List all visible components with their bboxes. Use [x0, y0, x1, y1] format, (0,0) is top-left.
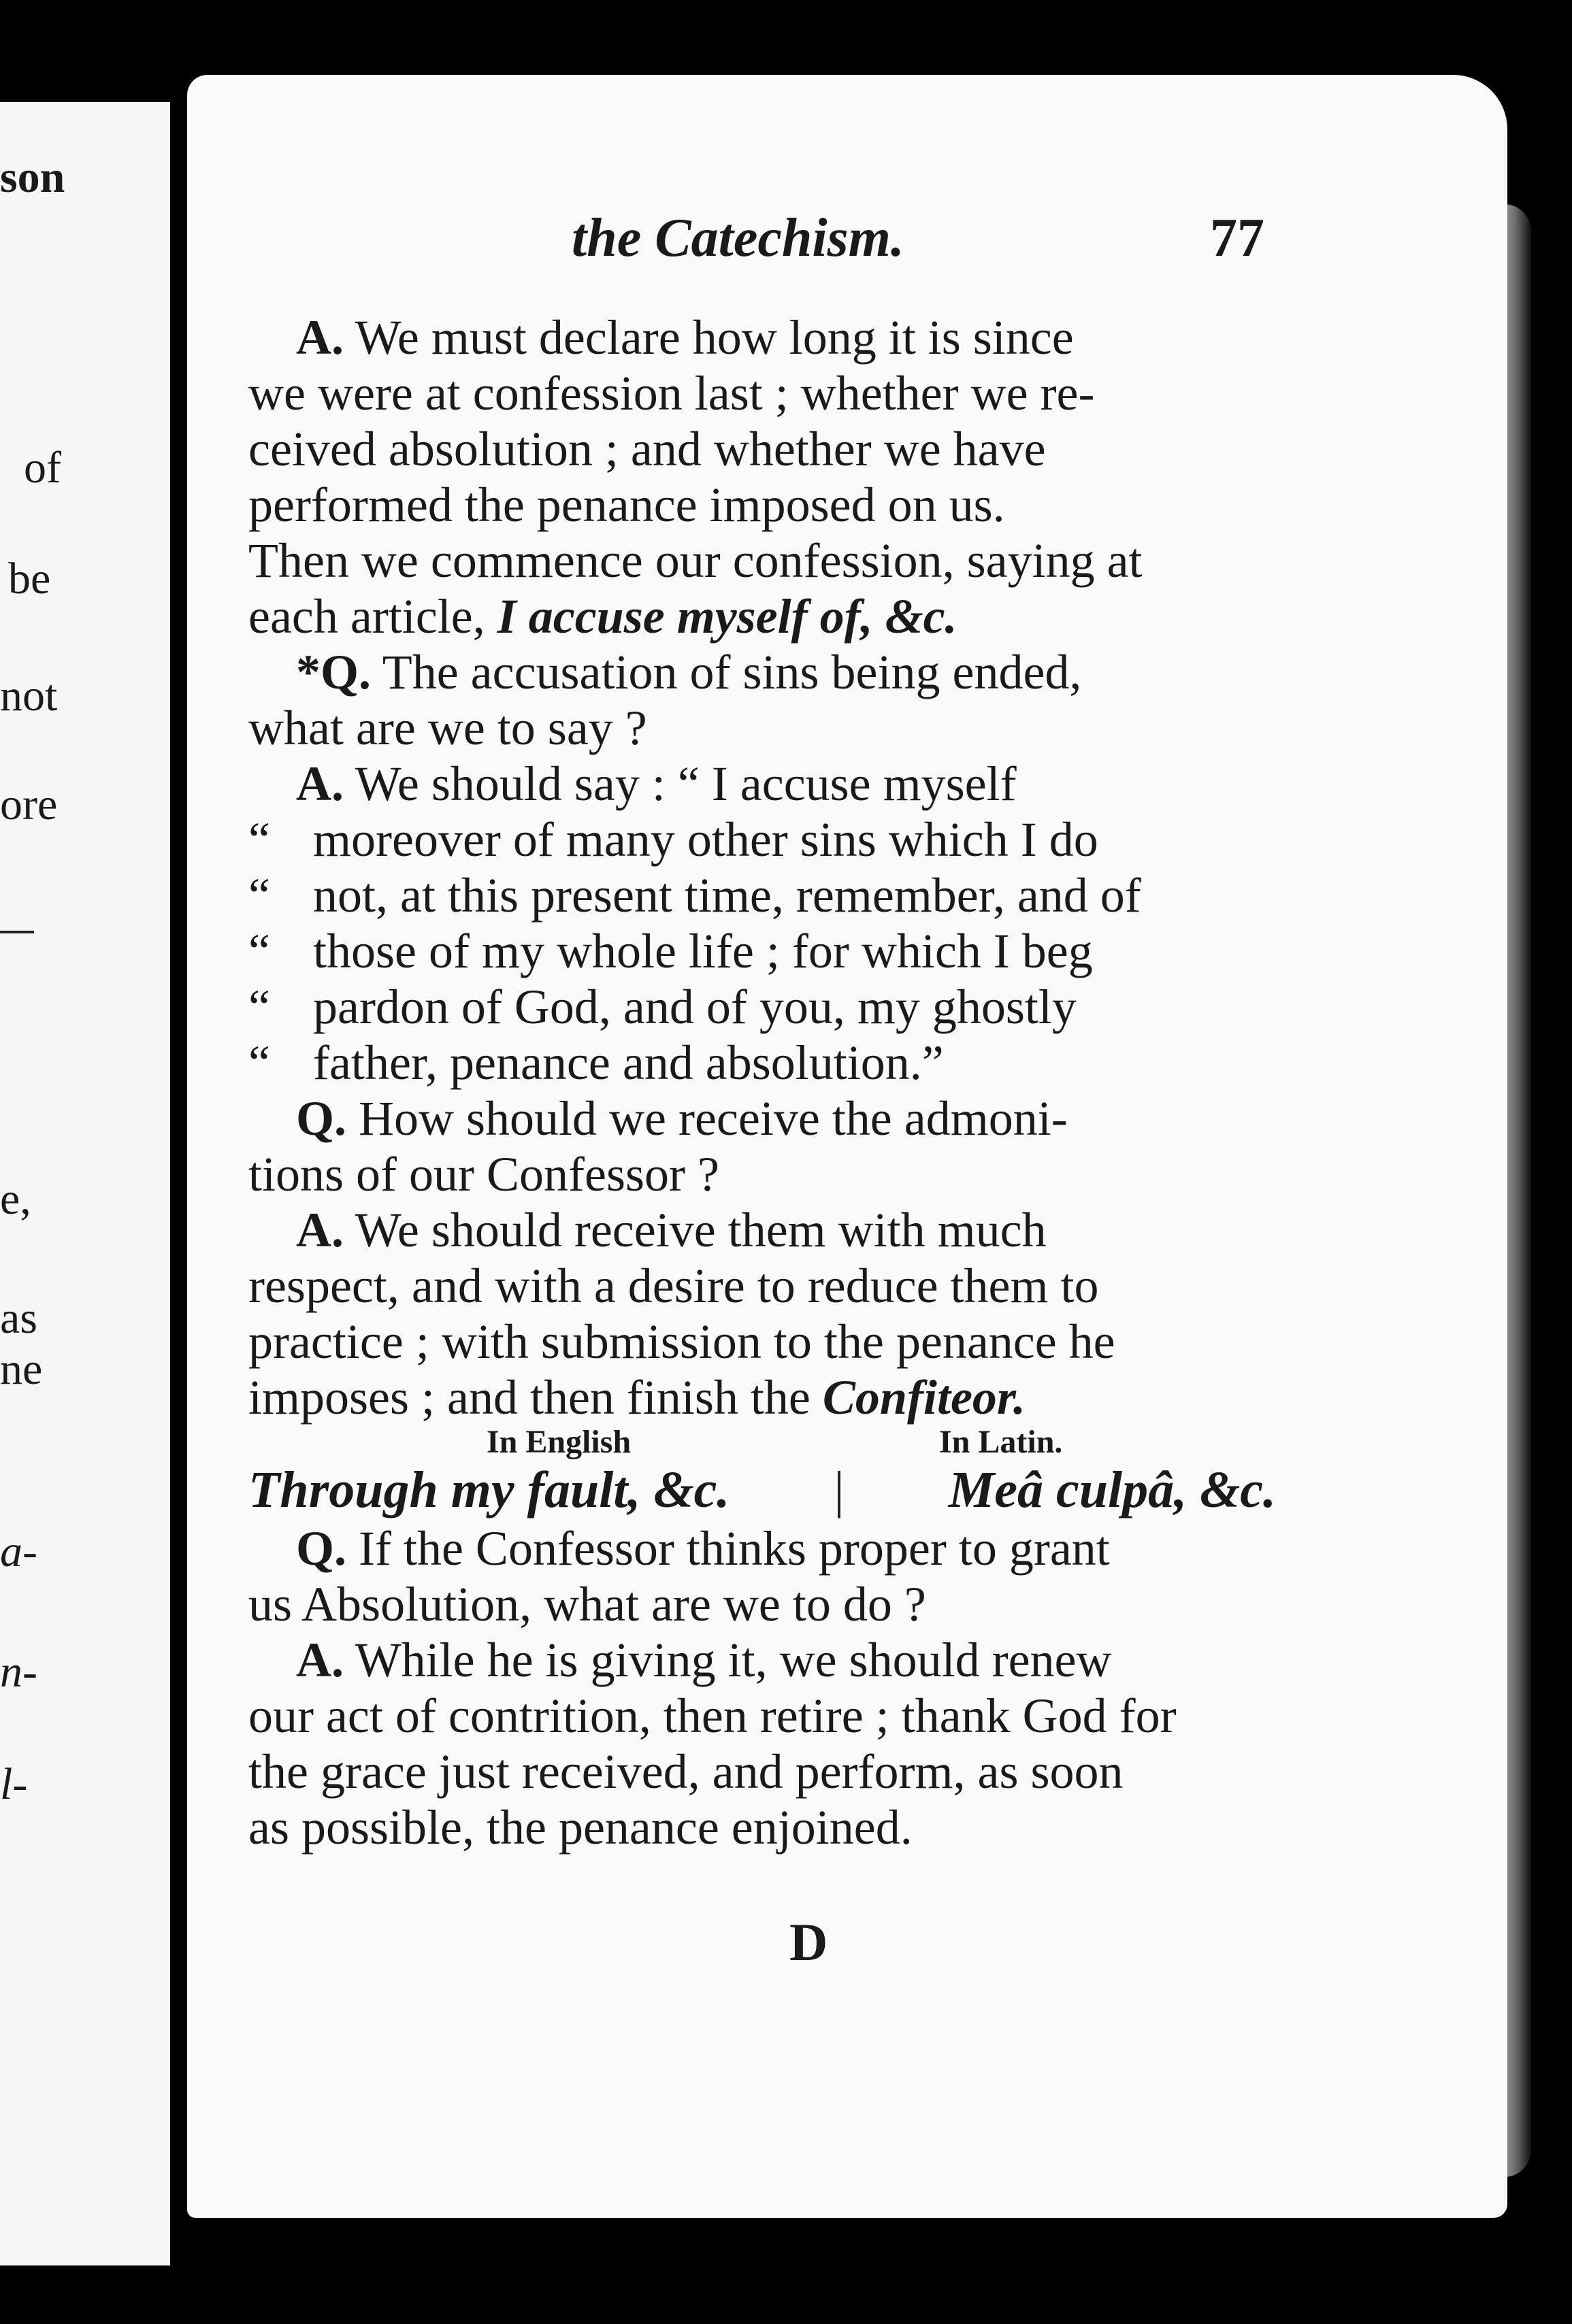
question-marker: Q. [296, 1521, 347, 1576]
text-span: We must declare how long it is since [355, 310, 1074, 365]
left-fragment: ore [0, 780, 58, 829]
text-line: our act of contrition, then retire ; thank God for [248, 1689, 1177, 1743]
text-line: practice ; with submission to the penance he [248, 1314, 1115, 1369]
english-phrase: Through my fault, &c. [248, 1461, 730, 1518]
text-line: performed the penance imposed on us. [248, 478, 1005, 532]
text-line: we were at confession last ; whether we re- [248, 366, 1095, 420]
quote-text: pardon of God, and of you, my ghostly [313, 980, 1077, 1034]
text-span: If the Confessor thinks proper to grant [359, 1521, 1110, 1576]
quote-mark: “ [248, 868, 270, 923]
text-line: the grace just received, and perform, as soon [248, 1744, 1124, 1799]
left-fragment: ne [0, 1344, 43, 1394]
left-fragment: be [8, 554, 51, 603]
section-rule [0, 931, 34, 933]
quote-text: not, at this present time, remember, and of [313, 868, 1141, 923]
quoted-line [248, 979, 1276, 1035]
page-number: 77 [1210, 208, 1264, 268]
quote-mark: “ [248, 980, 270, 1034]
text-line [248, 1202, 1276, 1258]
quote-mark: “ [248, 924, 270, 978]
answer-marker: A. [296, 757, 344, 811]
italic-phrase: I accuse myself of, &c. [497, 589, 957, 644]
answer-marker: A. [296, 1203, 344, 1257]
answer-marker: A. [296, 1633, 344, 1687]
quote-text: father, penance and absolution.” [313, 1035, 944, 1090]
text-span: While he is giving it, we should renew [355, 1633, 1112, 1687]
left-fragment: a- [0, 1527, 37, 1576]
text-span: How should we receive the admoni- [359, 1091, 1068, 1146]
text-span: imposes ; and then finish the [248, 1370, 810, 1425]
text-line [248, 1521, 1276, 1576]
text-line [248, 310, 1276, 365]
text-line: as possible, the penance enjoined. [248, 1800, 913, 1855]
left-fragment: n- [0, 1647, 37, 1697]
text-line: respect, and with a desire to reduce them to [248, 1259, 1099, 1313]
confiteor-phrase-line [248, 1459, 1276, 1521]
text-span: The accusation of sins being ended, [382, 645, 1082, 699]
left-fragment: e, [0, 1174, 31, 1224]
italic-phrase: Confiteor. [822, 1370, 1026, 1425]
english-label: In English [487, 1424, 632, 1460]
quote-text: moreover of many other sins which I do [313, 812, 1098, 867]
text-line: tions of our Confessor ? [248, 1147, 719, 1201]
text-line: ceived absolution ; and whether we have [248, 422, 1046, 476]
text-span: each article, [248, 589, 485, 644]
page-body [248, 310, 1276, 1855]
quoted-line [248, 812, 1276, 867]
question-marker: *Q. [296, 645, 372, 699]
text-span: We should receive them with much [355, 1203, 1047, 1257]
previous-page [0, 102, 170, 2265]
quote-mark: “ [248, 812, 270, 867]
left-fragment: of [24, 443, 61, 493]
running-title: the Catechism. [572, 208, 904, 268]
language-labels [248, 1425, 1276, 1459]
signature-mark: D [789, 1912, 828, 1972]
text-line [248, 1370, 1276, 1425]
text-line: Then we commence our confession, saying at [248, 533, 1143, 588]
left-fragment: son [0, 152, 65, 202]
quote-text: those of my whole life ; for which I beg [313, 924, 1093, 978]
text-line [248, 588, 1276, 644]
text-line [248, 756, 1276, 812]
text-line: what are we to say ? [248, 701, 647, 755]
answer-marker: A. [296, 310, 344, 365]
left-fragment: l- [0, 1759, 28, 1809]
latin-phrase: Meâ culpâ, &c. [948, 1461, 1276, 1518]
text-span: We should say : “ I accuse myself [355, 757, 1017, 811]
left-fragment: not [0, 671, 58, 720]
question-marker: Q. [296, 1091, 347, 1146]
text-line [248, 644, 1276, 700]
column-separator: | [834, 1461, 845, 1518]
text-line [248, 1632, 1276, 1688]
quoted-line [248, 867, 1276, 923]
latin-label: In Latin. [939, 1424, 1063, 1460]
text-line [248, 1091, 1276, 1146]
quote-mark: “ [248, 1035, 270, 1090]
quoted-line [248, 923, 1276, 979]
text-line: us Absolution, what are we to do ? [248, 1577, 926, 1631]
quoted-line [248, 1035, 1276, 1091]
left-fragment: as [0, 1293, 37, 1343]
